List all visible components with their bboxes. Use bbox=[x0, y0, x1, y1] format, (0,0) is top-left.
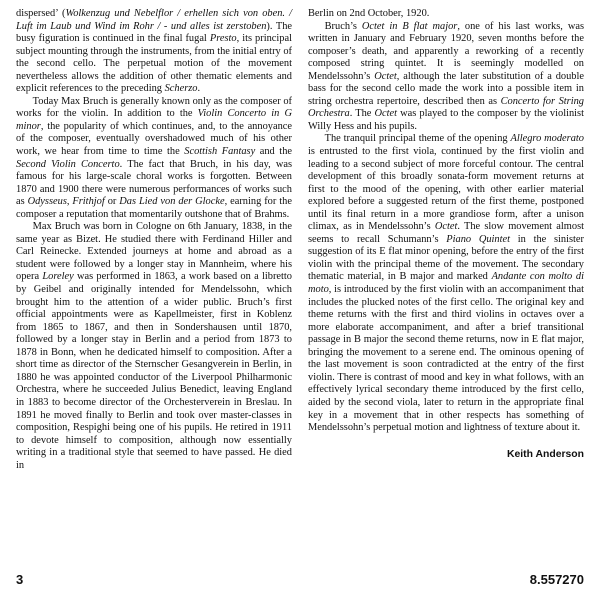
text-run: , one of his last works, was written in January and February 1920, seven months before the composer’s death, and apparently a reworking of a recently composed string quintet. It is seemingly modelled on Mendelssohn’s bbox=[308, 20, 584, 82]
author-signature: Keith Anderson bbox=[507, 448, 584, 460]
paragraph-octet-analysis bbox=[308, 133, 584, 434]
text-run: , is introduced by the first violin with an accompaniment that includes the plucked notes of the first cello. The original key and theme returns with the first and third violins in octaves over a more elaborate accompaniment, and after a brief transitional passage in B major the second theme returns, now in E flat major, bringing the movement to a serene end. The ominous opening of the last movement is soon contradicted at the entry of the first violin. There is contrast of mood and key in what follows, with an effectively lyrical secondary theme introduced by the first cello, aided by the second viola, later to return in the appropriate final key in a movement that in other respects has something of Mendelssohn’s perpetual motion and lightness of texture about it. bbox=[308, 284, 584, 434]
text-run: or bbox=[104, 196, 120, 208]
work-title: Second Violin Concerto bbox=[16, 158, 120, 170]
text-run: was played to the composer by the violinist Willy Hess and his pupils. bbox=[308, 108, 584, 132]
text-run: , its principal subject mounting through the instruments, from the initial entry of the second cello. The perpetual motion of the movement nevertheless allows the addition of other thematic elements and explicit references to the preceding bbox=[16, 33, 292, 95]
work-title: Concerto for String Orchestra bbox=[308, 95, 584, 120]
paragraph-biography bbox=[16, 221, 292, 472]
text-run: . The bbox=[349, 108, 375, 120]
work-title: Odysseus bbox=[27, 196, 67, 208]
text-run: Bruch’s bbox=[324, 20, 362, 32]
paragraph-reputation bbox=[16, 96, 292, 221]
text-run: ). The busy figuration is continued in the final fugal bbox=[16, 20, 292, 45]
poem-quote: Wolkenzug und Nebelflor / erhellen sich von oben. / Luft im Laub und Wind im Rohr / - und alles ist zerstoben bbox=[16, 8, 292, 32]
catalogue-number: 8.557270 bbox=[529, 572, 584, 587]
text-run: and the bbox=[255, 146, 292, 158]
text-run: , bbox=[66, 196, 73, 208]
work-title: Das Lied von der Glocke bbox=[119, 196, 225, 208]
text-run: , earning for the composer a reputation that momentarily outshone that of Brahms. bbox=[16, 196, 292, 220]
right-column bbox=[308, 8, 584, 553]
work-title: Octet bbox=[374, 108, 398, 120]
text-run: in the sinister suggestion of its E flat minor opening, before the entry of the first violin with the principal theme of the movement. The secondary thematic material, in B major and marked bbox=[308, 233, 585, 283]
paragraph-continuation-scherzo bbox=[16, 8, 292, 96]
work-title: Scottish Fantasy bbox=[184, 146, 256, 158]
paragraph-octet-history bbox=[308, 21, 584, 134]
text-run: , the popularity of which continues, and, to the annoyance of the composer, eventually overshadowed much of his other work, we hear from time to time the bbox=[16, 120, 292, 158]
text-run: is entrusted to the first viola, continued by the first violin and leading to a second subject of more forceful contour. The central development of this broadly sonata-form movement returns at first to the mood of the opening, with other earlier material explored before a suggested return of the first theme, postponed until its final return in a more grandiose form, after a unison climax, as in Mendelssohn’s bbox=[308, 146, 584, 233]
text-run: . The slow movement almost seems to recall Schumann’s bbox=[308, 221, 584, 245]
page-number: 3 bbox=[16, 572, 24, 587]
text-run: Today Max Bruch is generally known only as the composer of works for the violin. In addition to the bbox=[16, 95, 292, 120]
work-title: Piano Quintet bbox=[446, 233, 511, 245]
work-title: Violin Concerto in G minor bbox=[16, 108, 292, 132]
text-run: Berlin on 2nd October, 1920. bbox=[308, 8, 430, 19]
text-run: Max Bruch was born in Cologne on 6th January, 1838, in the same year as Bizet. He studied there with Ferdinand Hiller and Carl Reinecke. Extended journeys at home and abroad as a student were followed by a longer stay in Mannheim, where his opera bbox=[16, 221, 292, 283]
text-run: . bbox=[197, 83, 201, 95]
text-run: dispersed’ ( bbox=[16, 8, 66, 19]
page-footer bbox=[16, 572, 584, 587]
text-run: The tranquil principal theme of the opening bbox=[324, 133, 511, 145]
tempo-marking: Andante con molto di moto bbox=[308, 271, 584, 296]
work-title: Octet bbox=[374, 70, 397, 82]
work-title: Frithjof bbox=[72, 196, 105, 208]
text-run: . The fact that Bruch, in his day, was famous for his large-scale choral works is forgotten. Between 1870 and 1900 there were numerous performances of works such as bbox=[16, 158, 293, 208]
italic-term: Scherzo bbox=[164, 83, 198, 95]
text-run: , although the later substitution of a double bass for the second cello made the work into a possible item in string orchestra repertoire, described then as bbox=[308, 70, 584, 107]
paragraph-continuation-death bbox=[308, 8, 584, 21]
work-title: Loreley bbox=[42, 271, 74, 283]
left-column bbox=[16, 8, 292, 553]
work-title: Octet bbox=[434, 221, 458, 233]
text-run: was performed in 1863, a work based on a libretto by Geibel and originally intended for Mendelssohn, which brought him to the attention of a wider public. Bruch’s first official appointments were as Kapellmeister, first in Koblenz from 1865 to 1867, and then in Sondershausen until 1870, followed by a longer stay in Berlin and a period from 1873 to 1878 in Bonn, when he dedicated himself to composition. After a short time as director of the Sternscher Gesangverein in Berlin, in 1880 he was appointed conductor of the Liverpool Philharmonic Orchestra, where he succeeded Julius Benedict, leaving England in 1883 to become director of the Orchesterverein in Breslau. In 1891 he moved finally to Berlin and took over master-classes in composition, Respighi being one of his pupils. He retired in 1911 to devote himself to composition, although now essentially writing in a traditional style that seemed to have passed. He died in bbox=[16, 271, 292, 471]
work-title: Octet in B flat major bbox=[361, 20, 458, 32]
tempo-marking: Allegro moderato bbox=[510, 133, 584, 145]
italic-term: Presto bbox=[209, 33, 237, 45]
text-columns bbox=[16, 8, 584, 553]
